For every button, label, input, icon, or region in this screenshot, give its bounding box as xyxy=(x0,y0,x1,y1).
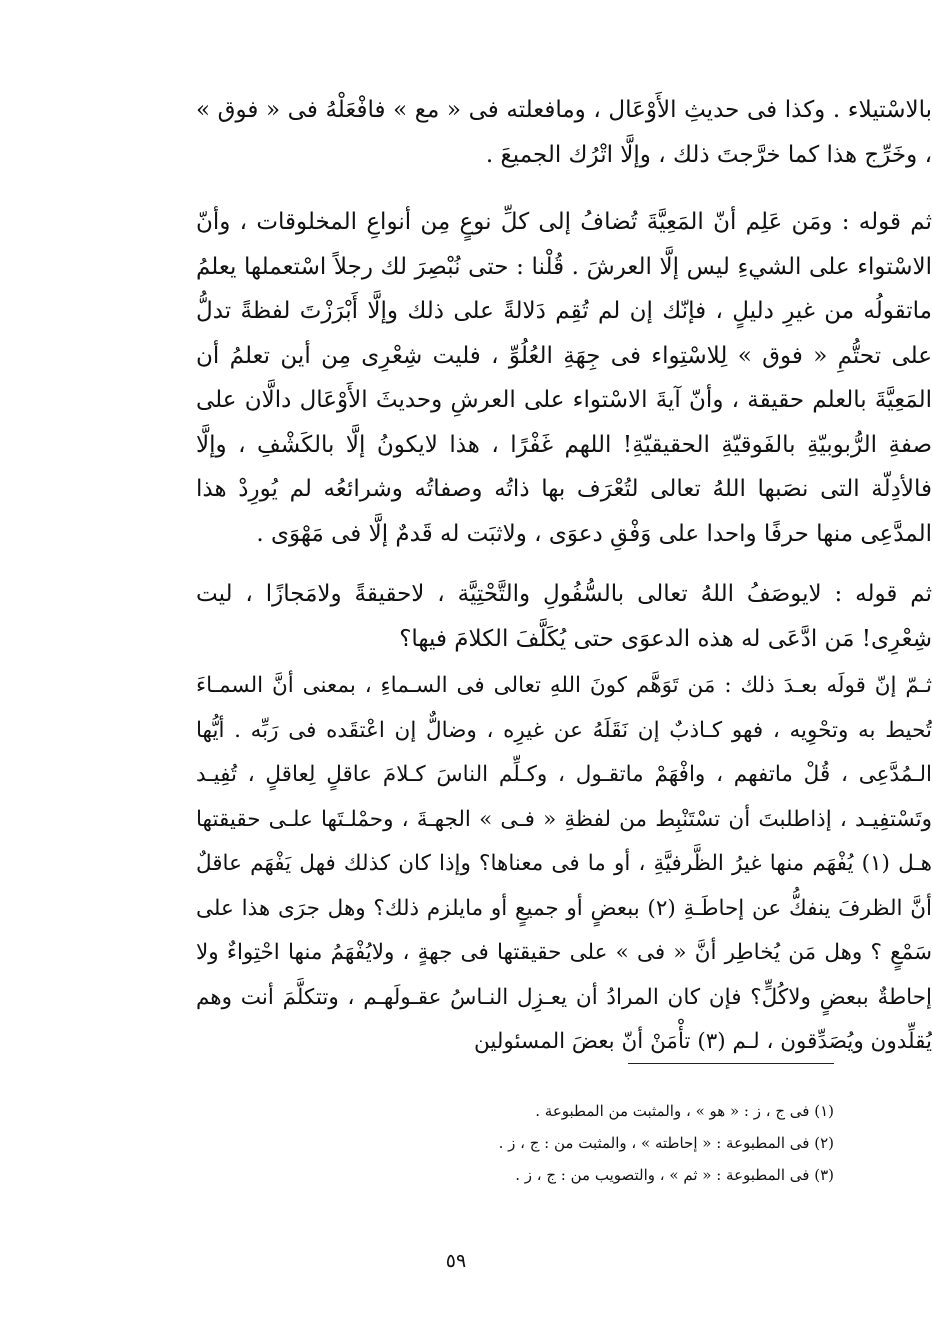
paragraph-1: بالاسْتيلاء . وكذا فى حديثِ الأَوْعَال ، ومافعلته فى « مع » فافْعَلْهُ فى « فوق » ، وخَرِّج هذا كما خرَّجتَ ذلك ، وإلَّا اتْرُك الجميعَ . xyxy=(196,97,932,168)
page-number: ٥٩ xyxy=(445,1250,467,1272)
footnotes xyxy=(420,1095,834,1191)
footnote-2: (٢) فى المطبوعة : « إحاطته » ، والمثبت من : ج ، ز . xyxy=(498,1134,834,1152)
footnote-separator xyxy=(628,1063,834,1064)
paragraph-4: ثـمّ إنّ قولَه بعـدَ ذلك : مَن تَوَهَّم كونَ اللهِ تعالى فى السـماءِ ، بمعنى أنَّ السمـاءَ تُحيط به وتحْوِيه ، فهو كـاذبٌ إن نَقَلَهُ عن غيرِه ، وضالٌّ إن اعْتقَده فى رَبِّه . أيُّها الـمُدَّعِى ، قُلْ ماتفهم ، وافْهَمْ ماتقـول ، وكـلِّم الناسَ كـلامَ عاقلٍ لِعاقلٍ ، تُفِيـد وتَسْتفِيـد ، إذاطلبتَ أن تسْتَنْبِط من لفظةِ « فـى » الجهـةَ ، وحمْلـتَها علـى حقيقتها هـل (١) يُفْهَم منها غيرُ الظَّرفيَّةِ ، أو ما فى معناها؟ وإذا كان كذلك فهل يَفْهَم عاقلٌ أنَّ الظرفَ ينفكُّ عن إحاطَـةِ (٢) ببعضٍ أو جميعٍ أو مايلزم ذلك؟ وهل جرَى هذا على سَمْعٍ ؟ وهل مَن يُخاطِر أنَّ « فى » على حقيقتها فى جهةٍ ، ولايُفْهَمُ منها احْتِواءٌ ولا إحاطةٌ ببعضٍ ولاكُلٍّ؟ فإن كان المرادُ أن يعـزِل النـاسُ عقـولَهـم ، وتتكلَّمَ أنت وهم يُقلِّدون ويُصَدِّقون ، لـم (٣) تأْمَنْ أنّ بعضَ المسئولين xyxy=(196,673,932,1054)
footnote-3: (٣) فى المطبوعة : « ثم » ، والتصويب من : ج ، ز . xyxy=(515,1166,834,1184)
footnote-1: (١) فى ج ، ز : « هو » ، والمثبت من المطبوعة . xyxy=(535,1102,834,1120)
paragraph-2: ثم قوله : ومَن عَلِم أنّ المَعِيَّةَ تُضافُ إلى كلِّ نوعٍ مِن أنواعِ المخلوقات ، وأنّ الاسْتواء على الشيءِ ليس إلَّا العرشَ . قُلْنا : حتى نُبْصِرَ لك رجلاً اسْتعملها يعلمُ ماتقولُه من غيرِ دليلٍ ، فإنّك إن لم تُقِم دَلالةً على ذلك وإلَّا أَبْرَزْتَ لفظةً تدلُّ على تحتُّمِ « فوق » لِلاسْتِواء فى جِهَةِ العُلُوِّ ، فليت شِعْرِى مِن أين تعلمُ أن المَعِيَّةَ بالعلم حقيقة ، وأنّ آيةَ الاسْتواء على العرشِ وحديثَ الأَوْعَال دالَّان على صفةِ الرُّبوبيّةِ بالفَوقيّةِ الحقيقيّةِ! اللهم غَفْرًا ، هذا لايكونُ إلَّا بالكَشْفِ ، وإلَّا فالأدِلّة التى نصَبها اللهُ تعالى لتُعْرَف بها ذاتُه وصفاتُه وشرائعُه لم يُورِدْ هذا المدَّعِى منها حرفًا واحدا على وَفْقِ دعوَى ، ولاثبَت له قَدمٌ إلَّا فى مَهْوَى . xyxy=(196,209,932,547)
paragraph-3: ثم قوله : لايوصَفُ اللهُ تعالى بالسُّفُولِ والتَّحْتِيَّة ، لاحقيقةً ولامَجازًا ، ليت شِعْرِى! مَن ادَّعَى له هذه الدعوَى حتى يُكَلَّفَ الكلامَ فيها؟ xyxy=(196,581,932,652)
